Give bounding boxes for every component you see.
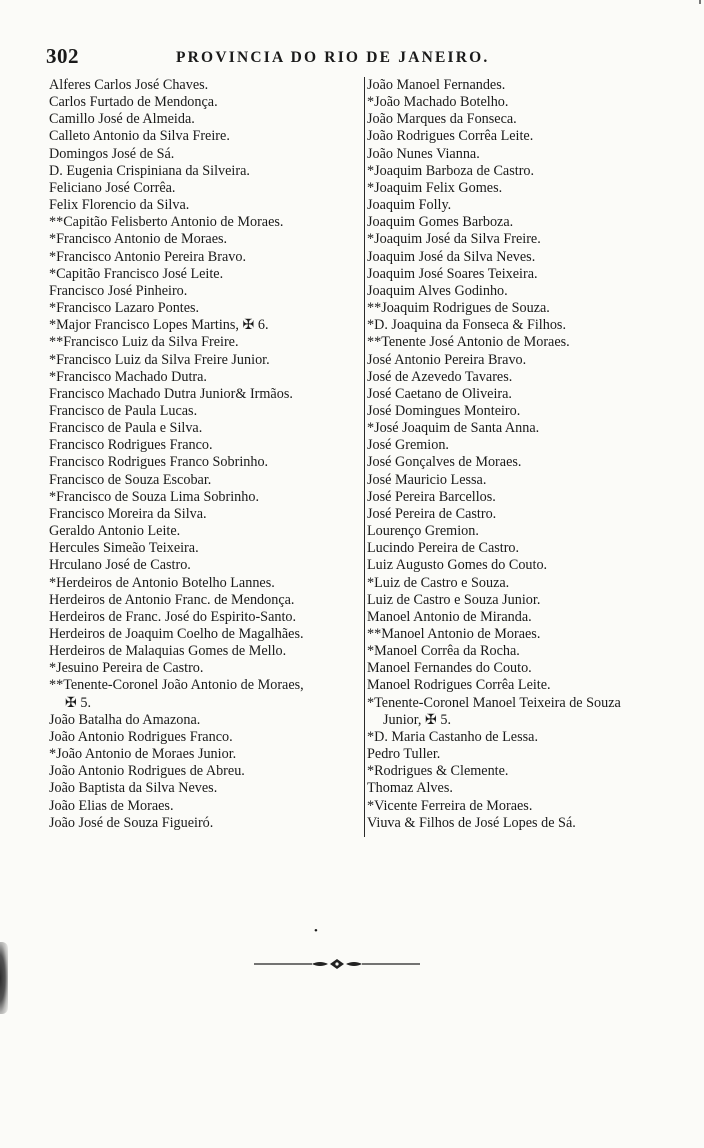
directory-entry: D. Eugenia Crispiniana da Silveira. xyxy=(49,162,250,179)
directory-entry: Felix Florencio da Silva. xyxy=(49,197,190,214)
directory-entry: João Nunes Vianna. xyxy=(367,145,480,162)
directory-entry: Francisco Machado Dutra Junior& Irmãos. xyxy=(49,385,293,402)
directory-entry: Lourenço Gremion. xyxy=(367,523,479,540)
directory-entry: Francisco José Pinheiro. xyxy=(49,282,188,299)
running-header xyxy=(46,44,556,70)
directory-entry: João Antonio Rodrigues de Abreu. xyxy=(49,763,245,780)
directory-entry: Francisco de Souza Escobar. xyxy=(49,471,212,488)
directory-entry: Herdeiros de Malaquias Gomes de Mello. xyxy=(49,643,287,660)
right-column-list xyxy=(364,77,697,837)
directory-entry: Lucindo Pereira de Castro. xyxy=(367,540,520,557)
directory-entry: **Francisco Luiz da Silva Freire. xyxy=(49,334,239,351)
directory-entry: Alferes Carlos José Chaves. xyxy=(49,77,209,93)
directory-entry: Junior, ✠ 5. xyxy=(383,711,452,728)
directory-entry: José Gremion. xyxy=(367,437,449,454)
directory-entry: Pedro Tuller. xyxy=(367,746,441,763)
running-title: PROVINCIA DO RIO DE JANEIRO. xyxy=(176,49,490,66)
directory-entry: **Tenente-Coronel João Antonio de Moraes, xyxy=(49,677,304,694)
margin-speck xyxy=(699,0,701,4)
directory-entry: *Jesuino Pereira de Castro. xyxy=(49,660,204,677)
directory-entry: *Luiz de Castro e Souza. xyxy=(367,574,510,591)
directory-entry: Geraldo Antonio Leite. xyxy=(49,523,181,540)
directory-entry: *D. Joaquina da Fonseca & Filhos. xyxy=(367,317,566,334)
directory-entry: Hrculano José de Castro. xyxy=(49,557,191,574)
directory-entry: João Marques da Fonseca. xyxy=(367,111,517,128)
directory-entry: José Antonio Pereira Bravo. xyxy=(367,351,527,368)
directory-entry: Hercules Simeão Teixeira. xyxy=(49,540,199,557)
directory-entry: Francisco Rodrigues Franco. xyxy=(49,437,213,454)
directory-entry: Calleto Antonio da Silva Freire. xyxy=(49,128,230,145)
directory-entry: Luiz Augusto Gomes do Couto. xyxy=(367,557,548,574)
directory-entry: *Herdeiros de Antonio Botelho Lannes. xyxy=(49,574,275,591)
directory-entry: José Pereira Barcellos. xyxy=(367,488,496,505)
directory-entry: José Gonçalves de Moraes. xyxy=(367,454,522,471)
directory-entry: *Joaquim Barboza de Castro. xyxy=(367,162,535,179)
directory-entry: João Baptista da Silva Neves. xyxy=(49,780,218,797)
directory-entry: Feliciano José Corrêa. xyxy=(49,179,176,196)
directory-entry: *João Antonio de Moraes Junior. xyxy=(49,746,237,763)
directory-entry: João Rodrigues Corrêa Leite. xyxy=(367,128,534,145)
directory-entry: Herdeiros de Antonio Franc. de Mendonça. xyxy=(49,591,295,608)
printer-mark: • xyxy=(314,925,318,937)
directory-entry: *Capitão Francisco José Leite. xyxy=(49,265,224,282)
directory-entry: Camillo José de Almeida. xyxy=(49,111,195,128)
directory-entry: Francisco Rodrigues Franco Sobrinho. xyxy=(49,454,269,471)
directory-entry: José Domingues Monteiro. xyxy=(367,402,521,419)
directory-entry: *Francisco Lazaro Pontes. xyxy=(49,300,200,317)
directory-entry: José Mauricio Lessa. xyxy=(367,471,487,488)
page-number: 302 xyxy=(46,44,79,68)
directory-entry: *Vicente Ferreira de Moraes. xyxy=(367,797,533,814)
directory-entry: Herdeiros de Franc. José do Espirito-Santo. xyxy=(49,608,297,625)
directory-entry: Joaquim José da Silva Neves. xyxy=(367,248,536,265)
page-edge-shadow xyxy=(0,942,8,1014)
directory-entry: **Capitão Felisberto Antonio de Moraes. xyxy=(49,214,284,231)
directory-entry: Luiz de Castro e Souza Junior. xyxy=(367,591,541,608)
directory-entry: Thomaz Alves. xyxy=(367,780,453,797)
directory-entry: Joaquim Folly. xyxy=(367,197,452,214)
directory-entry: Joaquim Gomes Barboza. xyxy=(367,214,514,231)
directory-entry: Manoel Fernandes do Couto. xyxy=(367,660,532,677)
directory-entry: *Francisco Machado Dutra. xyxy=(49,368,207,385)
directory-entry: Joaquim José Soares Teixeira. xyxy=(367,265,538,282)
directory-entry: João Manoel Fernandes. xyxy=(367,77,506,93)
directory-entry: Carlos Furtado de Mendonça. xyxy=(49,94,218,111)
directory-entry: *Rodrigues & Clemente. xyxy=(367,763,509,780)
directory-entry: Joaquim Alves Godinho. xyxy=(367,282,508,299)
directory-entry: *Manoel Corrêa da Rocha. xyxy=(367,643,520,660)
directory-entry: Francisco de Paula Lucas. xyxy=(49,402,198,419)
directory-entry: José Caetano de Oliveira. xyxy=(367,385,512,402)
directory-entry: *Major Francisco Lopes Martins, ✠ 6. xyxy=(49,317,269,334)
left-column-list xyxy=(49,77,361,832)
directory-entry: Francisco de Paula e Silva. xyxy=(49,420,203,437)
directory-entry: Francisco Moreira da Silva. xyxy=(49,505,207,522)
directory-entry: *Joaquim José da Silva Freire. xyxy=(367,231,541,248)
directory-entry: João Elias de Moraes. xyxy=(49,797,174,814)
directory-entry: **Manoel Antonio de Moraes. xyxy=(367,626,541,642)
directory-entry: *Francisco Antonio Pereira Bravo. xyxy=(49,248,247,265)
directory-entry: **Joaquim Rodrigues de Souza. xyxy=(367,300,550,317)
directory-entry: Viuva & Filhos de José Lopes de Sá. xyxy=(367,814,576,831)
directory-entry: **Tenente José Antonio de Moraes. xyxy=(367,334,570,351)
directory-entry: *Francisco Antonio de Moraes. xyxy=(49,231,228,248)
directory-entry: *Tenente-Coronel Manoel Teixeira de Souza xyxy=(367,694,621,711)
directory-entry: Herdeiros de Joaquim Coelho de Magalhães. xyxy=(49,626,304,642)
tailpiece-ornament xyxy=(254,957,420,971)
directory-entry: Domingos José de Sá. xyxy=(49,145,175,162)
directory-entry: *José Joaquim de Santa Anna. xyxy=(367,420,540,437)
directory-entry: João Batalha do Amazona. xyxy=(49,711,201,728)
directory-entry: José Pereira de Castro. xyxy=(367,505,497,522)
directory-entry: Manoel Antonio de Miranda. xyxy=(367,608,532,625)
directory-entry: Manoel Rodrigues Corrêa Leite. xyxy=(367,677,551,694)
directory-entry: João José de Souza Figueiró. xyxy=(49,814,214,831)
directory-entry: *Francisco Luiz da Silva Freire Junior. xyxy=(49,351,270,368)
directory-entry: José de Azevedo Tavares. xyxy=(367,368,513,385)
directory-entry: *Francisco de Souza Lima Sobrinho. xyxy=(49,488,260,505)
directory-entry: ✠ 5. xyxy=(65,694,92,711)
directory-entry: *D. Maria Castanho de Lessa. xyxy=(367,728,538,745)
directory-entry: *João Machado Botelho. xyxy=(367,94,509,111)
directory-entry: João Antonio Rodrigues Franco. xyxy=(49,728,233,745)
directory-entry: *Joaquim Felix Gomes. xyxy=(367,179,503,196)
